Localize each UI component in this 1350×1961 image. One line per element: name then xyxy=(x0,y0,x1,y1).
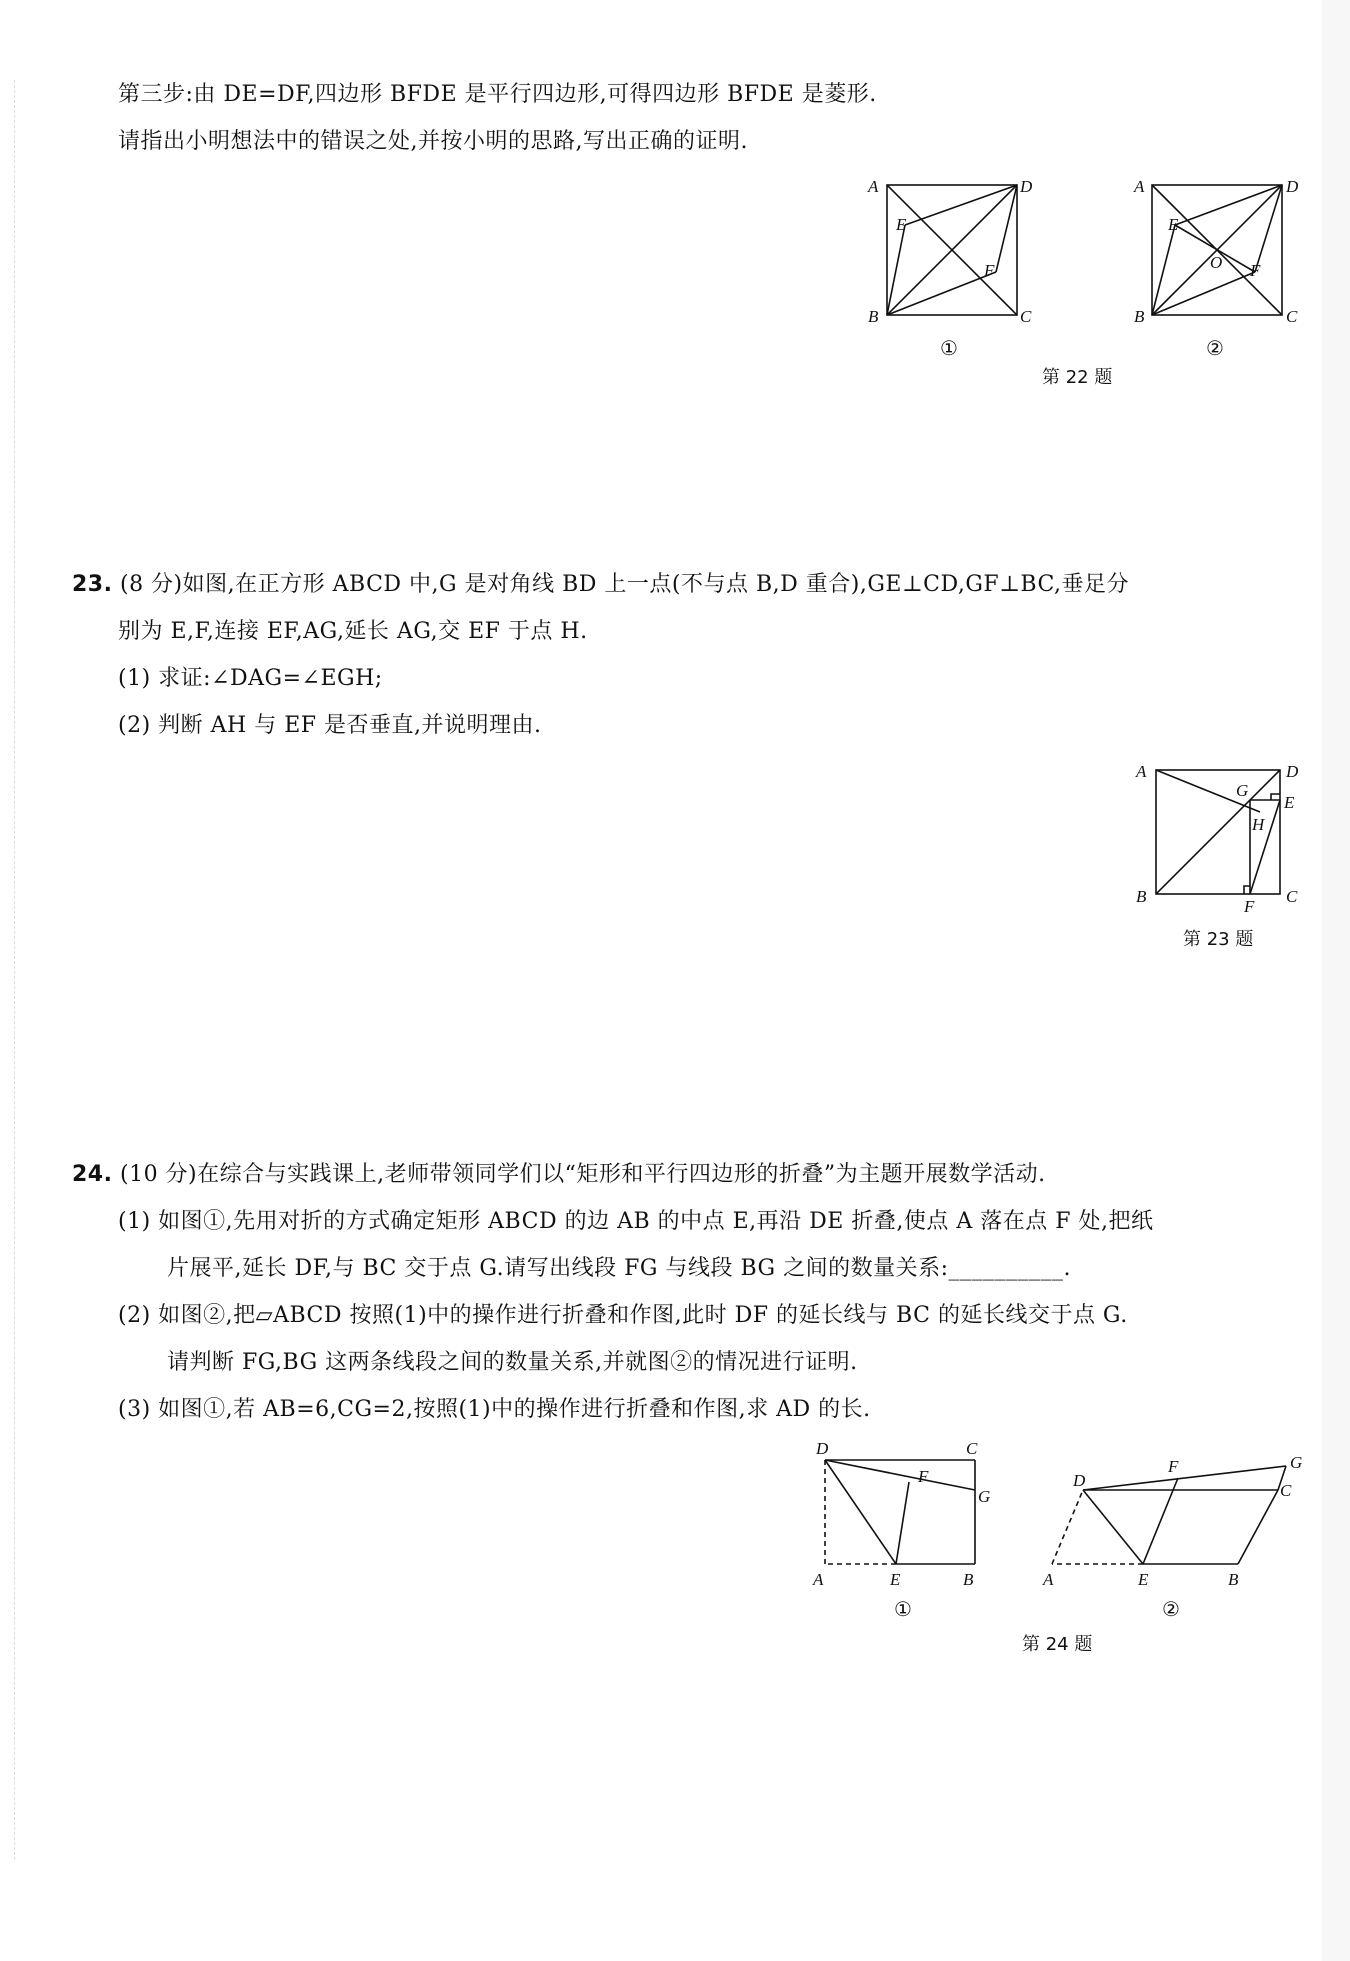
q24-part1-line1: (1) 如图①,先用对折的方式确定矩形 ABCD 的边 AB 的中点 E,再沿 DE 折叠,使点 A 落在点 F 处,把纸 xyxy=(118,1209,1154,1234)
q23-figure xyxy=(1128,752,1318,917)
label-H: H xyxy=(1252,815,1265,834)
label-C: C xyxy=(966,1439,978,1458)
q24-part2-line1: (2) 如图②,把▱ABCD 按照(1)中的操作进行折叠和作图,此时 DF 的延长线与 BC 的延长线交于点 G. xyxy=(118,1303,1128,1328)
label-D: D xyxy=(1286,762,1299,781)
q24-figure-2 xyxy=(1038,1432,1318,1622)
q22-prompt: 请指出小明想法中的错误之处,并按小明的思路,写出正确的证明. xyxy=(118,129,748,154)
label-B: B xyxy=(868,307,879,326)
label-G: G xyxy=(1236,781,1249,800)
page-shadow-edge xyxy=(1322,0,1350,1961)
label-C: C xyxy=(1286,887,1298,906)
label-A: A xyxy=(1136,762,1147,781)
label-D: D xyxy=(1286,177,1299,196)
figure-number-1: ① xyxy=(894,1599,912,1621)
q24-part1-line2: 片展平,延长 DF,与 BC 交于点 G.请写出线段 FG 与线段 BG 之间的数量关系:__________. xyxy=(167,1256,1071,1281)
label-E: E xyxy=(1168,215,1179,234)
label-D: D xyxy=(1073,1471,1086,1490)
q23-text-1: (8 分)如图,在正方形 ABCD 中,G 是对角线 BD 上一点(不与点 B,D 重合),GE⊥CD,GF⊥BC,垂足分 xyxy=(119,572,1130,597)
q22-caption: 第 22 题 xyxy=(1042,367,1113,388)
label-D: D xyxy=(1020,177,1033,196)
figure-number-2: ② xyxy=(1162,1599,1180,1621)
q24-part3: (3) 如图①,若 AB=6,CG=2,按照(1)中的操作进行折叠和作图,求 AD 的长. xyxy=(118,1397,871,1422)
label-F: F xyxy=(984,261,995,280)
q23-caption: 第 23 题 xyxy=(1183,929,1254,950)
label-E: E xyxy=(1284,793,1295,812)
label-E: E xyxy=(896,215,907,234)
label-C: C xyxy=(1020,307,1032,326)
q23-part1: (1) 求证:∠DAG=∠EGH; xyxy=(118,666,383,691)
label-A: A xyxy=(1134,177,1145,196)
figure-number-1: ① xyxy=(940,338,958,360)
label-O: O xyxy=(1210,253,1223,272)
figure-number-2: ② xyxy=(1206,338,1224,360)
label-B: B xyxy=(1228,1570,1239,1589)
label-A: A xyxy=(868,177,879,196)
label-F: F xyxy=(918,1467,929,1486)
q23-line1 xyxy=(72,570,1129,600)
q23-part2: (2) 判断 AH 与 EF 是否垂直,并说明理由. xyxy=(118,713,542,738)
q23-line2: 别为 E,F,连接 EF,AG,延长 AG,交 EF 于点 H. xyxy=(118,619,588,644)
label-B: B xyxy=(1134,307,1145,326)
q24-line1 xyxy=(72,1160,1046,1190)
label-F: F xyxy=(1244,897,1255,916)
label-F: F xyxy=(1168,1457,1179,1476)
q23-number: 23. xyxy=(72,572,113,597)
label-E: E xyxy=(1138,1570,1149,1589)
label-G: G xyxy=(978,1487,991,1506)
label-F: F xyxy=(1250,261,1261,280)
label-B: B xyxy=(963,1570,974,1589)
label-C: C xyxy=(1286,307,1298,326)
label-E: E xyxy=(890,1570,901,1589)
q24-text-1: (10 分)在综合与实践课上,老师带领同学们以“矩形和平行四边形的折叠”为主题开展数学活动. xyxy=(119,1162,1046,1187)
q22-step3: 第三步:由 DE=DF,四边形 BFDE 是平行四边形,可得四边形 BFDE 是菱形. xyxy=(118,82,877,107)
q22-figure-2 xyxy=(1130,170,1310,370)
q22-figure-1 xyxy=(860,170,1040,370)
q24-part2-line2: 请判断 FG,BG 这两条线段之间的数量关系,并就图②的情况进行证明. xyxy=(167,1350,858,1375)
label-B: B xyxy=(1136,887,1147,906)
label-C: C xyxy=(1280,1481,1292,1500)
label-D: D xyxy=(816,1439,829,1458)
q24-caption: 第 24 题 xyxy=(1022,1634,1093,1655)
page-margin-guide xyxy=(14,80,15,1860)
q24-figure-1 xyxy=(808,1432,1008,1622)
label-A: A xyxy=(1043,1570,1054,1589)
q24-number: 24. xyxy=(72,1162,113,1187)
label-G: G xyxy=(1290,1453,1303,1472)
label-A: A xyxy=(813,1570,824,1589)
